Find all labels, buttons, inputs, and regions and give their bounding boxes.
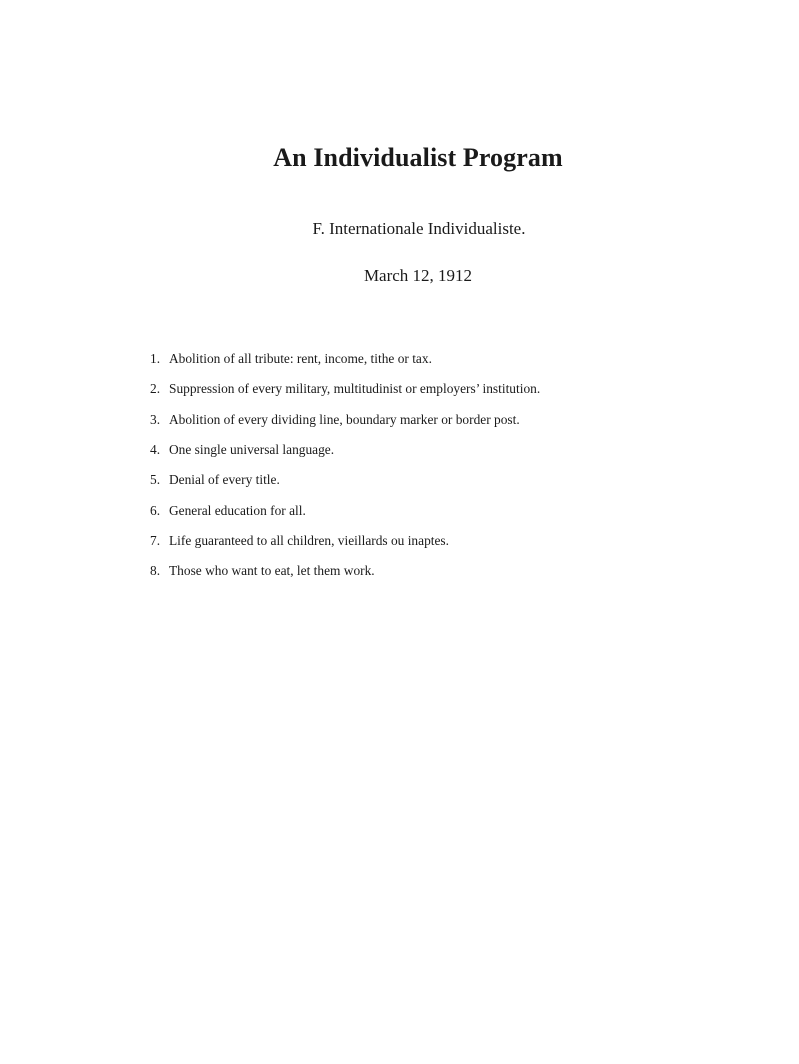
list-item-text: Those who want to eat, let them work. [169, 563, 375, 579]
list-item-number: 4. [150, 442, 161, 458]
list-item-number: 8. [150, 563, 161, 579]
list-item [150, 465, 540, 495]
document-author: F. Internationale Individualiste. [312, 219, 526, 238]
list-item [150, 526, 540, 556]
list-item-number: 3. [150, 411, 161, 427]
list-item [150, 374, 540, 404]
list-item-text: Denial of every title. [169, 472, 280, 488]
list-item [150, 405, 540, 435]
list-item-text: Abolition of all tribute: rent, income, tithe or tax. [169, 351, 432, 367]
list-item [150, 495, 540, 525]
list-item-number: 1. [150, 351, 161, 367]
list-item-text: Suppression of every military, multitudinist or employers’ institution. [169, 381, 541, 397]
list-item [150, 556, 540, 586]
list-item-number: 6. [150, 502, 161, 518]
list-item-text: General education for all. [169, 502, 306, 518]
document-date: March 12, 1912 [363, 266, 473, 285]
list-item-number: 5. [150, 472, 161, 488]
list-item [150, 344, 540, 374]
list-item-text: Life guaranteed to all children, vieillards ou inaptes. [169, 532, 449, 548]
list-item-text: Abolition of every dividing line, boundary marker or border post. [169, 411, 520, 427]
document-title: An Individualist Program [273, 143, 563, 172]
list-item-text: One single universal language. [169, 442, 335, 458]
program-points-list [150, 344, 540, 586]
list-item-number: 7. [150, 532, 161, 548]
list-item-number: 2. [150, 381, 161, 397]
list-item [150, 435, 540, 465]
